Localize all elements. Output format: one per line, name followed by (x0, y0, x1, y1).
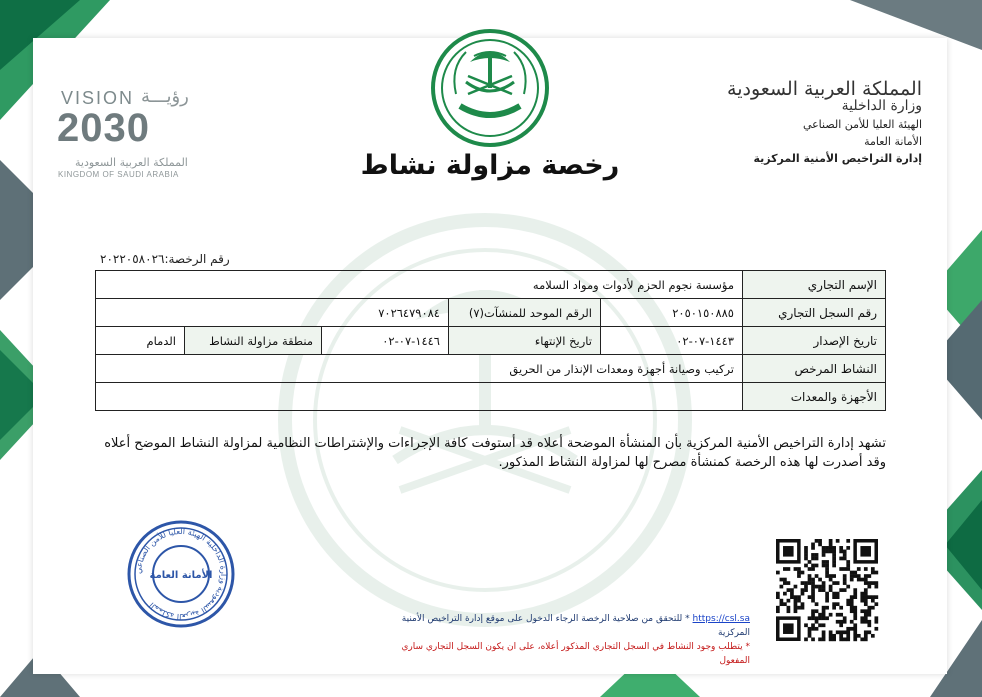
issue-date-label: تاريخ الإصدار (743, 327, 886, 355)
table-row (96, 271, 886, 299)
equipment-value (96, 383, 743, 411)
authority-name: الهيئة العليا للأمن الصناعي (802, 118, 922, 131)
vision-country-english: KINGDOM OF SAUDI ARABIA (58, 170, 179, 179)
vision-country-arabic: المملكة العربية السعودية (75, 156, 188, 169)
expiry-date-value: ١٤٤٦-٠٧-٠٢ (322, 327, 449, 355)
document-title: رخصة مزاولة نشاط (360, 150, 620, 181)
vision-year: 2030 (57, 106, 150, 150)
trade-name-label: الإسم التجاري (743, 271, 886, 299)
vision-title-arabic: رؤيـــة (141, 86, 189, 107)
verification-qr-code[interactable] (772, 535, 882, 645)
equipment-label: الأجهزة والمعدات (743, 383, 886, 411)
cr-value: ٢٠٥٠١٥٠٨٨٥ (601, 299, 743, 327)
ministry-emblem-icon (430, 28, 550, 148)
official-stamp-icon (126, 519, 236, 629)
secretariat-name: الأمانة العامة (864, 135, 922, 148)
kingdom-name: المملكة العربية السعودية (727, 78, 922, 100)
unified-number-value: ٧٠٢٦٤٧٩٠٨٤ (96, 299, 449, 327)
license-number: رقم الرخصة:٢٠٢٢٠٥٨٠٢٦ (100, 252, 230, 266)
watermark-emblem-icon (225, 200, 745, 640)
stamp-ring-text: المملكة العربية السعودية وزارة الداخلية الهيئة العليا للأمن الصناعي (133, 526, 229, 622)
footer-notes (380, 612, 750, 668)
cr-label: رقم السجل التجاري (743, 299, 886, 327)
table-row (96, 327, 886, 355)
issue-date-value: ١٤٤٣-٠٧-٠٢ (601, 327, 743, 355)
expiry-date-label: تاريخ الإنتهاء (449, 327, 601, 355)
trade-name-value: مؤسسة نجوم الحزم لأدوات ومواد السلامه (96, 271, 743, 299)
region-value: الدمام (96, 327, 185, 355)
department-name: إدارة التراخيص الأمنية المركزية (753, 152, 922, 165)
table-row (96, 383, 886, 411)
activity-requirement-note: * يتطلب وجود النشاط في السجل التجاري المذكور أعلاه، على ان يكون السجل التجاري ساري المفعول (401, 642, 750, 666)
ministry-name: وزارة الداخلية (841, 98, 922, 114)
region-label: منطقة مزاولة النشاط (185, 327, 322, 355)
vision-2030-logo (55, 86, 205, 184)
unified-number-label: الرقم الموحد للمنشآت(٧) (449, 299, 601, 327)
certification-statement: تشهد إدارة التراخيص الأمنية المركزية بأن المنشأة الموضحة أعلاه قد أستوفت كافة الإجراءات والإشتراطات النظامية لمزاولة النشاط الموضح أعلاه وقد أصدرت لها هذه الرخصة كمنشأة مصرح لها لمزاولة النشاط المذكور. (104, 436, 886, 470)
verification-note (380, 612, 750, 640)
stamp-center-text: الأمانة العامة (149, 570, 213, 581)
license-details-table (95, 270, 886, 411)
activity-label: النشاط المرخص (743, 355, 886, 383)
table-row (96, 355, 886, 383)
activity-value: تركيب وصيانة أجهزة ومعدات الإنذار من الحريق (96, 355, 743, 383)
verification-link[interactable]: https://csl.sa (692, 614, 750, 624)
verification-note-text: * للتحقق من صلاحية الرخصة الرجاء الدخول على موقع إدارة التراخيص الأمنية المركزية (401, 614, 750, 638)
issuer-header (682, 78, 922, 165)
vision-title: VISION (61, 88, 135, 108)
table-row (96, 299, 886, 327)
